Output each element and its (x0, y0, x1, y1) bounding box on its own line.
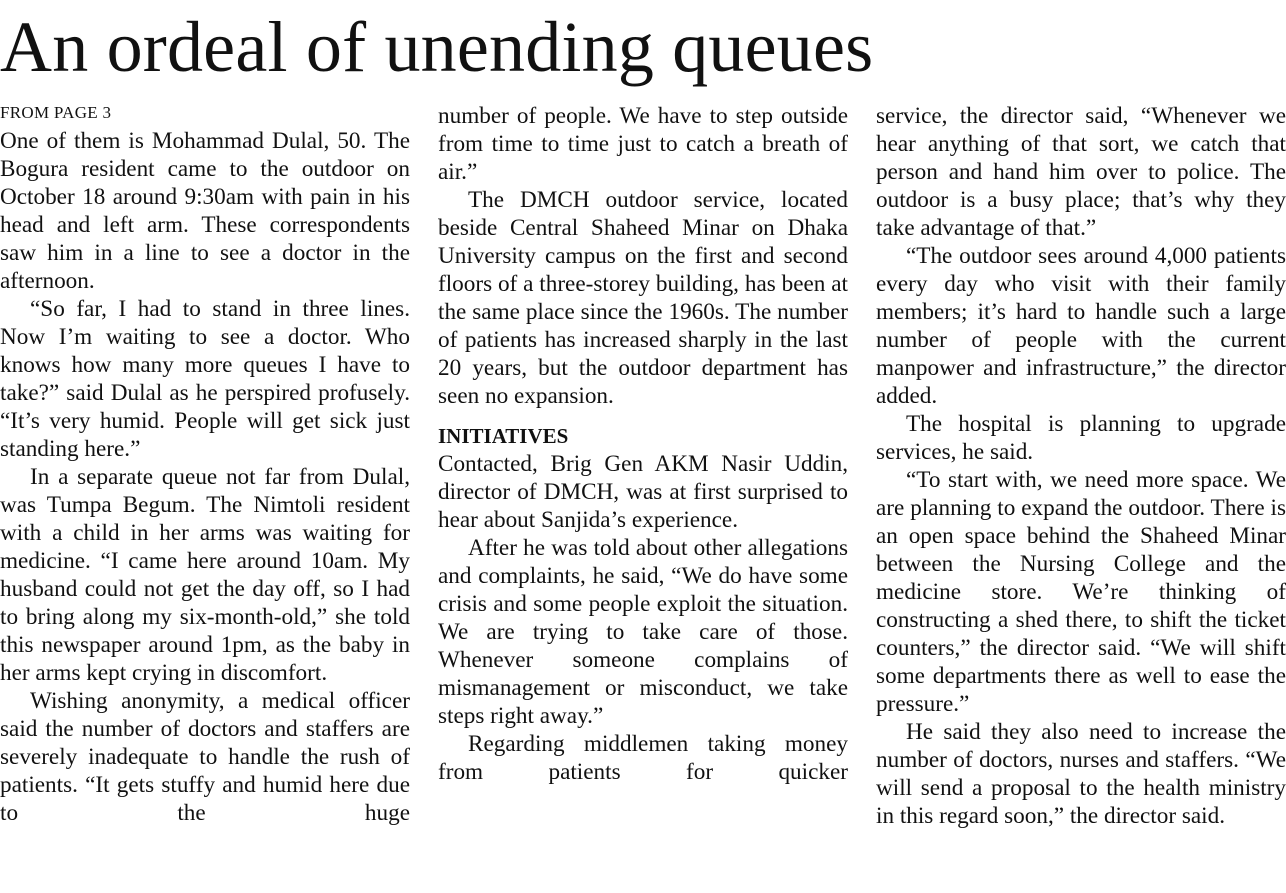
article-column-2 (438, 102, 848, 786)
paragraph: After he was told about other allegations and complaints, he said, “We do have some crisis and some people exploit the situation. We are trying to take care of those. Whenever someone complains of mismanagement or misconduct, we take steps right away.” (438, 535, 848, 729)
paragraph: “So far, I had to stand in three lines. Now I’m waiting to see a doctor. Who knows how many more queues I have to take?” said Dulal as he perspired profusely. “It’s very humid. People will get sick just standing here.” (0, 296, 410, 462)
paragraph: The hospital is planning to upgrade services, he said. (876, 411, 1286, 465)
paragraph: Regarding middlemen taking money from patients for quicker (438, 731, 848, 785)
paragraph: One of them is Mohammad Dulal, 50. The Bogura resident came to the outdoor on October 18 around 9:30am with pain in his head and left arm. These correspondents saw him in a line to see a doctor in the afternoon. (0, 128, 410, 294)
paragraph: service, the director said, “Whenever we hear anything of that sort, we catch that person and hand him over to police. The outdoor is a busy place; that’s why they take advantage of that.” (876, 103, 1286, 241)
paragraph: “To start with, we need more space. We are planning to expand the outdoor. There is an open space behind the Shaheed Minar between the Nursing College and the medicine store. We’re thinking of constructing a shed there, to shift the ticket counters,” the director said. “We will shift some departments there as well to ease the pressure.” (876, 467, 1286, 717)
section-subhead: INITIATIVES (438, 424, 569, 448)
paragraph: Wishing anonymity, a medical officer said the number of doctors and staffers are severely inadequate to handle the rush of patients. “It gets stuffy and humid here due to the huge (0, 688, 410, 826)
paragraph: Contacted, Brig Gen AKM Nasir Uddin, director of DMCH, was at first surprised to hear about Sanjida’s experience. (438, 451, 848, 533)
paragraph: “The outdoor sees around 4,000 patients every day who visit with their family members; it’s hard to handle such a large number of people with the current manpower and infrastructure,” the director added. (876, 243, 1286, 409)
paragraph: number of people. We have to step outside from time to time just to catch a breath of air.” (438, 103, 848, 185)
headline: An ordeal of unending queues (0, 7, 874, 87)
article-column-3 (876, 102, 1286, 830)
article-column-1 (0, 102, 410, 827)
paragraph: He said they also need to increase the number of doctors, nurses and staffers. “We will send a proposal to the health ministry in this regard soon,” the director said. (876, 719, 1286, 829)
paragraph: In a separate queue not far from Dulal, was Tumpa Begum. The Nimtoli resident with a child in her arms was waiting for medicine. “I came here around 10am. My husband could not get the day off, so I had to bring along my six-month-old,” she told this newspaper around 1pm, as the baby in her arms kept crying in discomfort. (0, 464, 410, 686)
continuation-kicker: FROM PAGE 3 (0, 103, 112, 122)
paragraph: The DMCH outdoor service, located beside Central Shaheed Minar on Dhaka University campus on the first and second floors of a three-storey building, has been at the same place since the 1960s. The number of patients has increased sharply in the last 20 years, but the outdoor department has seen no expansion. (438, 187, 848, 409)
